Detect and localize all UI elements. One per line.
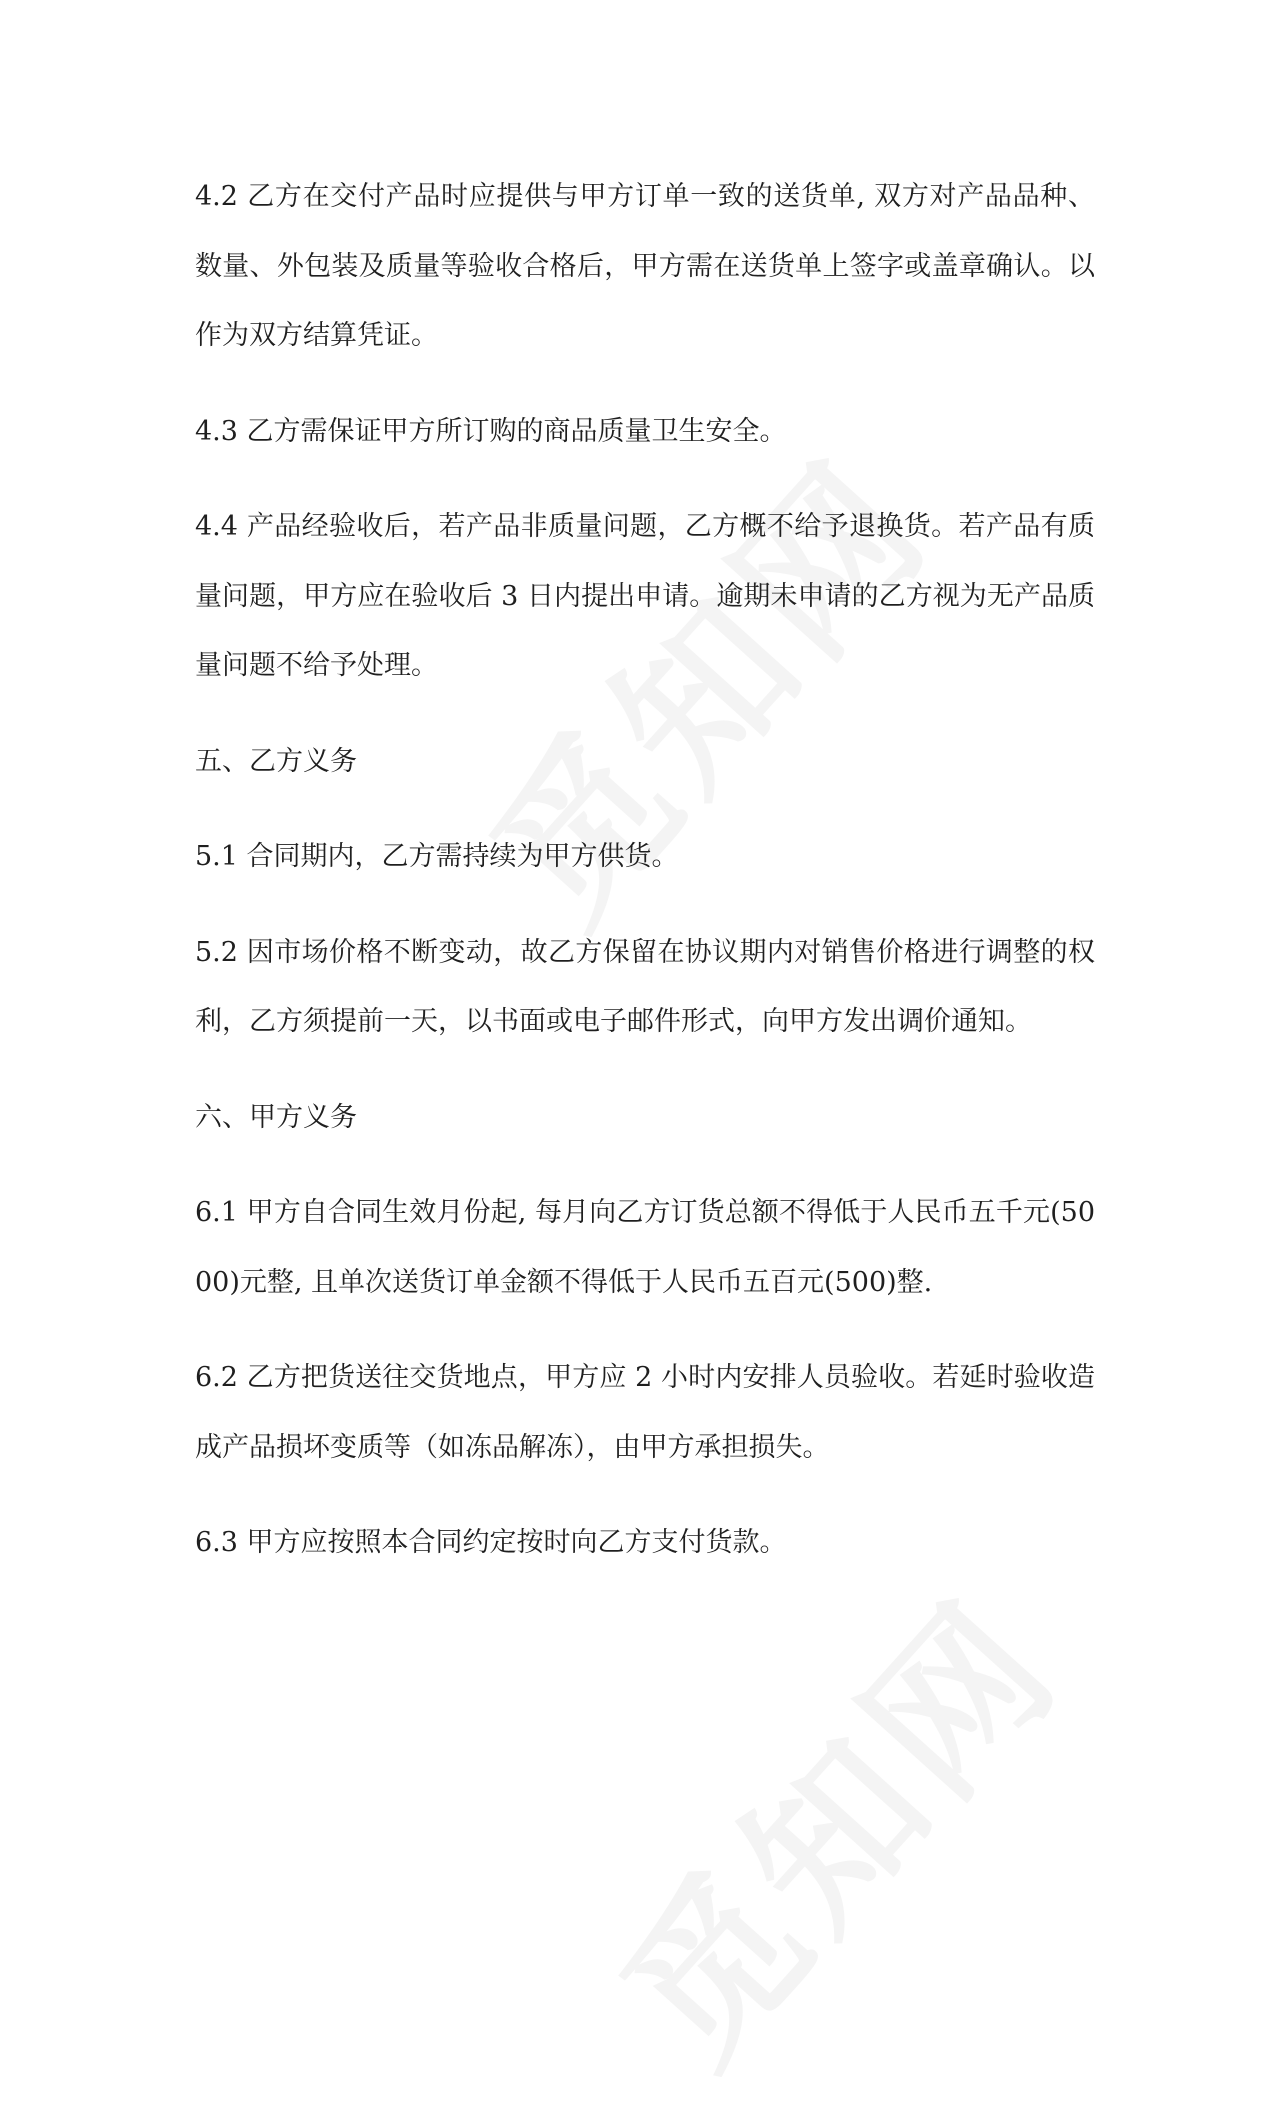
watermark-bottom: [558, 1540, 1101, 2105]
document-body: [195, 162, 1095, 1604]
clause-4-2: 4.2 乙方在交付产品时应提供与甲方订单一致的送货单, 双方对产品品种、数量、外包装及质量等验收合格后，甲方需在送货单上签字或盖章确认。以作为双方结算凭证。: [195, 181, 1095, 351]
clause-5-1: 5.1 合同期内，乙方需持续为甲方供货。: [195, 841, 679, 872]
clause-4-4: 4.4 产品经验收后，若产品非质量问题，乙方概不给予退换货。若产品有质量问题，甲方应在验收后 3 日内提出申请。逾期未申请的乙方视为无产品质量问题不给予处理。: [195, 511, 1095, 681]
clause-6-1: 6.1 甲方自合同生效月份起, 每月向乙方订货总额不得低于人民币五千元(5000)元整, 且单次送货订单金额不得低于人民币五百元(500)整.: [195, 1197, 1095, 1298]
clause-6-3: 6.3 甲方应按照本合同约定按时向乙方支付货款。: [195, 1527, 787, 1558]
section-heading-6: 六、甲方义务: [195, 1101, 357, 1133]
clause-6-2: 6.2 乙方把货送往交货地点，甲方应 2 小时内安排人员验收。若延时验收造成产品损坏变质等（如冻品解冻），由甲方承担损失。: [195, 1362, 1095, 1463]
clause-5-2: 5.2 因市场价格不断变动，故乙方保留在协议期内对销售价格进行调整的权利，乙方须提前一天，以书面或电子邮件形式，向甲方发出调价通知。: [195, 936, 1095, 1037]
section-heading-5: 五、乙方义务: [195, 745, 357, 777]
clause-4-3: 4.3 乙方需保证甲方所订购的商品质量卫生安全。: [195, 415, 787, 447]
